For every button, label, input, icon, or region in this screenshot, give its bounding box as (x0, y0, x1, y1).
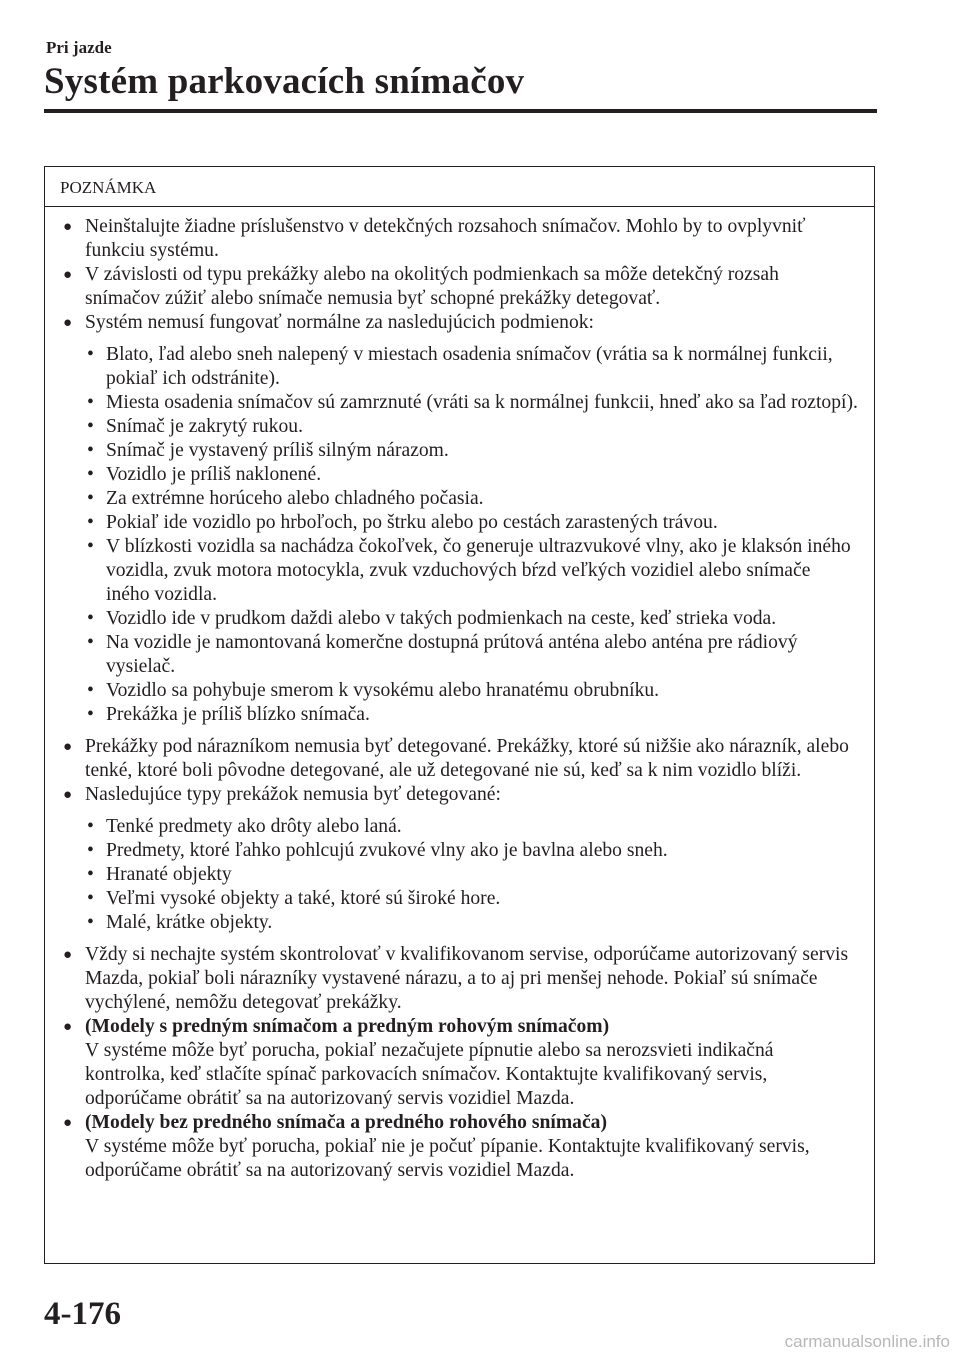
note-item-text: Vždy si nechajte systém skontrolovať v kvalifikovanom servise, odporúčame autorizovaný servis Mazda, pokiaľ boli nárazníky vystavené nárazu, a to aj pri menšej nehode. Pokiaľ sú snímače vychýlené, nemôžu detegovať prekážky. (85, 944, 849, 1013)
bullet-icon: • (87, 536, 94, 557)
page-title: Systém parkovacích snímačov (44, 61, 525, 102)
section-label: Pri jazde (46, 38, 112, 57)
bullet-dot-icon: ● (63, 1115, 73, 1131)
note-item (63, 215, 858, 263)
bullet-icon: • (87, 888, 94, 909)
condition-item: • Pokiaľ ide vozidlo po hrboľoch, po štrku alebo po cestách zarastených trávou. (87, 512, 718, 533)
note-item-text: V systéme môže byť porucha, pokiaľ nezačujete pípnutie alebo sa nerozsvieti indikačná kontrolka, keď stlačíte spínač parkovacích snímačov. Kontaktujte kvalifikovaný servis, odporúčame obrátiť sa na autorizovaný servis vozidiel Mazda. (85, 1040, 774, 1109)
watermark: carmanualsonline.info (784, 1332, 950, 1351)
bullet-icon: • (87, 440, 94, 461)
note-item-text: V závislosti od typu prekážky alebo na okolitých podmienkach sa môže detekčný rozsah snímačov zúžiť alebo snímače nemusia byť schopné prekážky detegovať. (85, 264, 779, 309)
note-item-text: Nasledujúce typy prekážok nemusia byť detegované: (85, 784, 501, 805)
obstacle-type-item: • Hranaté objekty (87, 864, 232, 885)
note-item-model-no-front-sensor (63, 1111, 858, 1183)
bullet-icon: • (87, 608, 94, 629)
bullet-icon: • (87, 512, 94, 533)
obstacle-type-item: • Tenké predmety ako drôty alebo laná. (87, 816, 402, 837)
bullet-dot-icon: ● (63, 219, 73, 235)
model-heading: (Modely bez predného snímača a predného rohového snímača) (85, 1112, 607, 1133)
bullet-icon: • (87, 488, 94, 509)
condition-item: • Snímač je zakrytý rukou. (87, 416, 303, 437)
condition-item: • Vozidlo ide v prudkom daždi alebo v takých podmienkach na ceste, keď strieka voda. (87, 608, 777, 629)
bullet-dot-icon: ● (63, 267, 73, 283)
condition-item: • Vozidlo sa pohybuje smerom k vysokému alebo hranatému obrubníku. (87, 680, 660, 701)
note-item-text: Neinštalujte žiadne príslušenstvo v detekčných rozsahoch snímačov. Mohlo by to ovplyvniť funkciu systému. (85, 216, 806, 261)
bullet-icon: • (87, 392, 94, 413)
condition-item: • V blízkosti vozidla sa nachádza čokoľvek, čo generuje ultrazvukové vlny, ako je klaksón iného vozidla, zvuk motora motocykla, zvuk vzduchových bŕzd veľkých vozidiel alebo snímače iného vozidla. (87, 536, 851, 605)
obstacle-types-list (87, 815, 858, 935)
note-item (63, 943, 858, 1015)
obstacle-type-item: • Veľmi vysoké objekty a také, ktoré sú široké hore. (87, 888, 501, 909)
bullet-icon: • (87, 344, 94, 365)
note-item-text: Prekážky pod nárazníkom nemusia byť detegované. Prekážky, ktoré sú nižšie ako nárazník, alebo tenké, ktoré boli pôvodne detegované, ale už detegované nie sú, keď sa k nim vozidlo blíži. (85, 736, 849, 781)
bullet-icon: • (87, 464, 94, 485)
conditions-list (87, 343, 858, 727)
bullet-dot-icon: ● (63, 739, 73, 755)
note-item-model-front-sensor (63, 1015, 858, 1111)
bullet-dot-icon: ● (63, 947, 73, 963)
bullet-icon: • (87, 912, 94, 933)
condition-item: • Blato, ľad alebo sneh nalepený v miestach osadenia snímačov (vrátia sa k normálnej funkcii, pokiaľ ich odstránite). (87, 344, 833, 389)
bullet-icon: • (87, 816, 94, 837)
note-header (45, 167, 874, 207)
condition-item: • Na vozidle je namontovaná komerčne dostupná prútová anténa alebo anténa pre rádiový vysielač. (87, 632, 798, 677)
condition-item: • Miesta osadenia snímačov sú zamrznuté (vráti sa k normálnej funkcii, hneď ako sa ľad roztopí). (87, 392, 858, 413)
bullet-dot-icon: ● (63, 787, 73, 803)
note-item-text: V systéme môže byť porucha, pokiaľ nie je počuť pípanie. Kontaktujte kvalifikovaný servis, odporúčame obrátiť sa na autorizovaný servis vozidiel Mazda. (85, 1136, 810, 1181)
bullet-icon: • (87, 632, 94, 653)
bullet-icon: • (87, 840, 94, 861)
bullet-dot-icon: ● (63, 1019, 73, 1035)
condition-item: • Za extrémne horúceho alebo chladného počasia. (87, 488, 484, 509)
note-item (63, 263, 858, 311)
obstacle-type-item: • Predmety, ktoré ľahko pohlcujú zvukové vlny ako je bavlna alebo sneh. (87, 840, 668, 861)
page-number: 4-176 (44, 1296, 121, 1332)
condition-item: • Snímač je vystavený príliš silným nárazom. (87, 440, 449, 461)
condition-item: • Vozidlo je príliš naklonené. (87, 464, 322, 485)
obstacle-type-item: • Malé, krátke objekty. (87, 912, 273, 933)
bullet-icon: • (87, 864, 94, 885)
title-rule (44, 109, 877, 113)
condition-item: • Prekážka je príliš blízko snímača. (87, 704, 370, 725)
note-box (44, 166, 875, 1264)
bullet-icon: • (87, 704, 94, 725)
note-item (63, 735, 858, 783)
model-heading: (Modely s predným snímačom a predným rohovým snímačom) (85, 1016, 610, 1037)
note-body (45, 207, 874, 1183)
bullet-dot-icon: ● (63, 315, 73, 331)
note-item (63, 311, 858, 335)
bullet-icon: • (87, 680, 94, 701)
note-item (63, 783, 858, 807)
bullet-icon: • (87, 416, 94, 437)
note-item-text: Systém nemusí fungovať normálne za nasledujúcich podmienok: (85, 312, 594, 333)
note-heading: POZNÁMKA (60, 178, 157, 197)
